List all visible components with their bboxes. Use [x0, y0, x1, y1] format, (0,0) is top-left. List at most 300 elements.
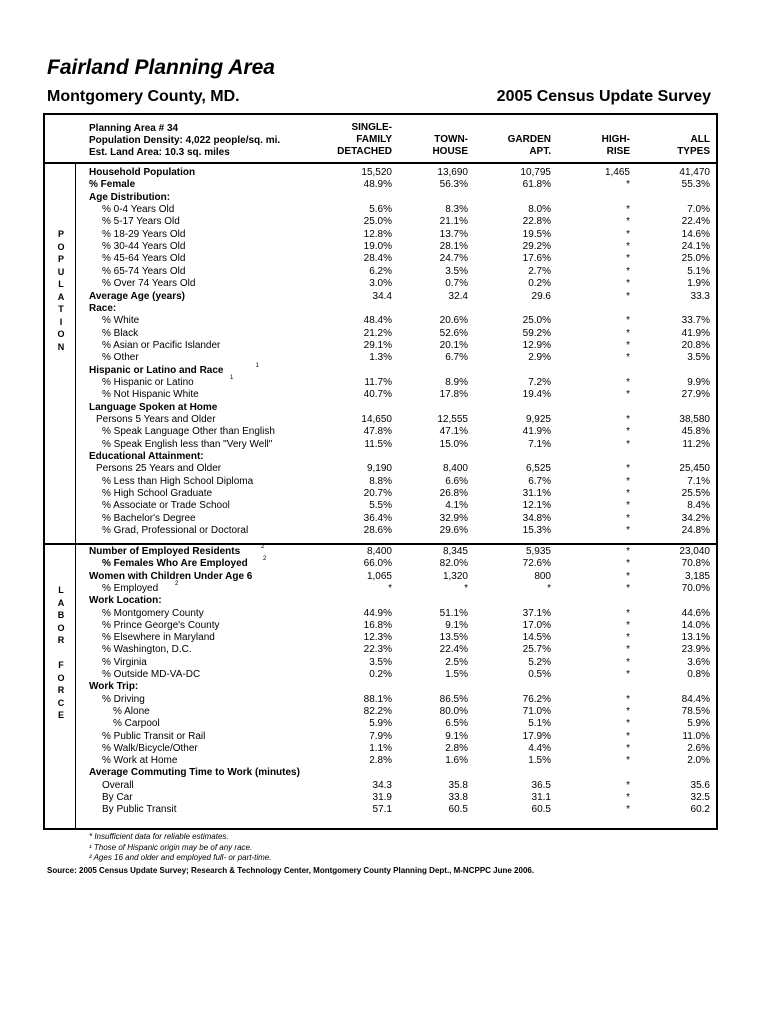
row-label: % 65-74 Years Old: [102, 265, 186, 277]
side-letter: P: [57, 229, 64, 239]
cell-value: 800: [534, 570, 551, 582]
cell-value: 47.8%: [363, 426, 392, 438]
cell-value: 70.0%: [681, 582, 710, 594]
cell-value: 14,650: [361, 414, 392, 425]
cell-value: *: [626, 228, 630, 240]
cell-value: 60.2: [690, 804, 710, 816]
cell-value: 19.0%: [363, 241, 392, 253]
table-row: [0, 327, 768, 340]
cell-value: 17.8%: [439, 389, 468, 401]
cell-value: 25.0%: [681, 253, 710, 265]
cell-value: 71.0%: [522, 705, 551, 717]
cell-value: 60.5: [531, 804, 551, 816]
table-row: [0, 619, 768, 632]
cell-value: 3,185: [684, 570, 710, 582]
cell-value: 41,470: [679, 167, 710, 178]
table-row: [0, 302, 768, 315]
row-label: % 45-64 Years Old: [102, 253, 186, 265]
cell-value: 2.8%: [445, 742, 468, 754]
cell-value: *: [626, 705, 630, 717]
table-row: [0, 524, 768, 537]
column-header-line: TOWN-: [434, 134, 468, 145]
column-header: [610, 134, 710, 158]
column-header-line: SINGLE-: [351, 122, 392, 133]
footnote-marker: 2: [261, 544, 265, 550]
cell-value: 1.9%: [687, 278, 710, 290]
table-row: [0, 643, 768, 656]
cell-value: 2.8%: [369, 755, 392, 767]
table-row: [0, 228, 768, 241]
cell-value: 12.9%: [522, 339, 551, 351]
table-row: [0, 705, 768, 718]
cell-value: *: [626, 475, 630, 487]
cell-value: 5.1%: [687, 265, 710, 277]
row-label: % White: [102, 315, 140, 327]
cell-value: *: [626, 241, 630, 253]
cell-value: 7.2%: [528, 376, 551, 388]
row-label: Average Commuting Time to Work (minutes): [89, 767, 300, 779]
cell-value: 7.0%: [687, 204, 710, 216]
cell-value: 33.8: [448, 792, 468, 803]
cell-value: 8,400: [366, 546, 392, 557]
cell-value: 12.1%: [522, 500, 551, 512]
table-row: [0, 178, 768, 191]
table-row: [0, 450, 768, 463]
cell-value: *: [626, 327, 630, 339]
cell-value: 26.8%: [439, 488, 468, 500]
cell-value: *: [626, 438, 630, 450]
table-row: [0, 512, 768, 525]
cell-value: *: [626, 755, 630, 767]
cell-value: 8.8%: [369, 475, 392, 487]
cell-value: *: [626, 730, 630, 742]
cell-value: 13.1%: [681, 632, 710, 644]
row-label: % Associate or Trade School: [102, 500, 230, 512]
cell-value: 8.9%: [445, 376, 468, 388]
cell-value: 5.5%: [369, 500, 392, 512]
cell-value: *: [547, 582, 551, 594]
table-row: [0, 557, 768, 570]
cell-value: 88.1%: [363, 693, 392, 705]
cell-value: 13,690: [437, 167, 468, 178]
cell-value: 8,345: [442, 546, 468, 557]
cell-value: 76.2%: [522, 693, 551, 705]
cell-value: 1.6%: [445, 755, 468, 767]
cell-value: 70.8%: [681, 558, 710, 570]
cell-value: 12.8%: [363, 228, 392, 240]
cell-value: 32.9%: [439, 512, 468, 524]
cell-value: 8,400: [442, 463, 468, 475]
table-row: [0, 582, 768, 595]
cell-value: *: [626, 742, 630, 754]
row-label: By Public Transit: [102, 804, 177, 816]
county-subtitle: Montgomery County, MD.: [47, 88, 240, 105]
cell-value: 32.5: [690, 792, 710, 803]
row-label: Women with Children Under Age 6: [89, 570, 253, 582]
table-row: [0, 631, 768, 644]
cell-value: 16.8%: [363, 619, 392, 631]
row-label: Educational Attainment:: [89, 451, 204, 463]
table-row: [0, 779, 768, 792]
cell-value: 5.9%: [369, 718, 392, 730]
table-row: [0, 240, 768, 253]
column-header-line: DETACHED: [337, 146, 392, 157]
footnote-marker: 1: [255, 362, 259, 369]
cell-value: 61.8%: [522, 179, 551, 191]
side-letter: O: [57, 241, 65, 252]
row-label: Persons 25 Years and Older: [96, 463, 222, 475]
cell-value: 47.1%: [439, 426, 468, 438]
row-label: % Prince George's County: [102, 619, 220, 631]
cell-value: 29.6: [531, 290, 551, 302]
cell-value: 31.1%: [522, 488, 551, 500]
cell-value: 51.1%: [439, 607, 468, 619]
side-letter: C: [57, 697, 65, 708]
cell-value: 72.6%: [522, 558, 551, 570]
cell-value: *: [626, 558, 630, 570]
side-letter: A: [57, 597, 65, 608]
cell-value: 22.4%: [681, 216, 710, 228]
cell-value: *: [626, 216, 630, 228]
side-letter: E: [57, 710, 64, 720]
table-row: [0, 570, 768, 583]
cell-value: 23,040: [679, 546, 710, 557]
cell-value: 29.1%: [363, 339, 392, 351]
cell-value: 6.6%: [445, 475, 468, 487]
table-row: [0, 680, 768, 693]
cell-value: 0.2%: [528, 278, 551, 290]
cell-value: 8.0%: [528, 204, 551, 216]
cell-value: 3.6%: [687, 656, 710, 668]
cell-value: 8.4%: [687, 500, 710, 512]
cell-value: *: [626, 546, 630, 557]
cell-value: 9.9%: [687, 376, 710, 388]
table-row: [0, 388, 768, 401]
table-row: [0, 754, 768, 767]
cell-value: 0.8%: [687, 669, 710, 680]
cell-value: 36.5: [531, 779, 551, 791]
cell-value: 28.4%: [363, 253, 392, 265]
cell-value: 22.8%: [522, 216, 551, 228]
cell-value: *: [626, 607, 630, 619]
table-row: [0, 475, 768, 488]
table-row: [0, 607, 768, 620]
row-label: % Not Hispanic White: [102, 389, 199, 401]
cell-value: 1,465: [604, 167, 630, 178]
cell-value: 35.8: [448, 779, 468, 791]
cell-value: 24.7%: [439, 253, 468, 265]
row-label: % Other: [102, 352, 139, 364]
cell-value: 2.5%: [445, 656, 468, 668]
side-letter: L: [58, 585, 64, 595]
cell-value: 44.9%: [363, 607, 392, 619]
cell-value: 1.5%: [528, 755, 551, 767]
cell-value: 17.6%: [522, 253, 551, 265]
cell-value: 25.0%: [522, 315, 551, 327]
land-area: Est. Land Area: 10.3 sq. miles: [89, 147, 230, 158]
side-letter: P: [57, 254, 64, 264]
table-row: [0, 545, 768, 558]
row-label: % Montgomery County: [102, 607, 204, 619]
cell-value: *: [626, 779, 630, 791]
side-letter: R: [57, 685, 65, 695]
cell-value: *: [626, 512, 630, 524]
side-letter: T: [58, 304, 64, 314]
cell-value: 6.7%: [445, 352, 468, 364]
cell-value: *: [626, 204, 630, 216]
table-row: [0, 656, 768, 669]
cell-value: 22.4%: [439, 644, 468, 656]
cell-value: 6.7%: [528, 475, 551, 487]
cell-value: 82.2%: [363, 705, 392, 717]
table-row: [0, 314, 768, 327]
cell-value: 36.4%: [363, 512, 392, 524]
cell-value: 34.4: [372, 290, 392, 302]
cell-value: 34.8%: [522, 512, 551, 524]
cell-value: *: [464, 582, 468, 594]
footnote-insufficient: * Insufficient data for reliable estimates.: [89, 832, 229, 841]
row-label: % Females Who Are Employed: [102, 558, 248, 570]
cell-value: *: [626, 669, 630, 680]
table-row: [0, 265, 768, 278]
row-label: Language Spoken at Home: [89, 401, 218, 413]
column-header-line: ALL: [690, 134, 710, 145]
cell-value: 41.9%: [522, 426, 551, 438]
row-label: % Driving: [102, 693, 145, 705]
table-row: [0, 462, 768, 475]
row-label: % 30-44 Years Old: [102, 241, 186, 253]
row-label: Overall: [102, 779, 134, 791]
row-label: Race:: [89, 302, 117, 314]
side-letter: O: [57, 672, 65, 683]
cell-value: *: [626, 265, 630, 277]
cell-value: *: [626, 570, 630, 582]
cell-value: *: [626, 500, 630, 512]
cell-value: 7.1%: [528, 438, 551, 450]
cell-value: 6.2%: [369, 265, 392, 277]
cell-value: 40.7%: [363, 389, 392, 401]
source-note: Source: 2005 Census Update Survey; Research & Technology Center, Montgomery County Planning Dept., M-NCPPC June 2006.: [47, 866, 535, 875]
row-label: % 5-17 Years Old: [102, 216, 180, 228]
row-label: % Public Transit or Rail: [102, 730, 206, 742]
row-label: Persons 5 Years and Older: [96, 414, 216, 425]
cell-value: 28.6%: [363, 525, 392, 537]
cell-value: 37.1%: [522, 607, 551, 619]
cell-value: *: [626, 693, 630, 705]
cell-value: *: [626, 389, 630, 401]
cell-value: 15.0%: [439, 438, 468, 450]
row-label: % Female: [89, 179, 136, 191]
cell-value: 1.1%: [369, 742, 392, 754]
table-row: [0, 499, 768, 512]
cell-value: 23.9%: [681, 644, 710, 656]
side-letter: A: [57, 291, 65, 302]
row-label: % Carpool: [113, 718, 160, 730]
cell-value: *: [626, 644, 630, 656]
cell-value: 29.6%: [439, 525, 468, 537]
cell-value: *: [626, 253, 630, 265]
cell-value: *: [626, 426, 630, 438]
table-row: [0, 376, 768, 389]
table-row: [0, 668, 768, 681]
table-row: [0, 717, 768, 730]
row-label: Household Population: [89, 167, 196, 178]
cell-value: 22.3%: [363, 644, 392, 656]
cell-value: 14.0%: [681, 619, 710, 631]
table-row: [0, 166, 768, 179]
footnote-employed: ² Ages 16 and older and employed full- or part-time.: [89, 853, 272, 862]
cell-value: 56.3%: [439, 179, 468, 191]
cell-value: 32.4: [448, 290, 468, 302]
row-label: By Car: [102, 792, 133, 803]
cell-value: 25,450: [679, 463, 710, 475]
cell-value: 44.6%: [681, 607, 710, 619]
header-divider: [43, 162, 718, 164]
cell-value: *: [626, 632, 630, 644]
cell-value: 3.0%: [369, 278, 392, 290]
cell-value: 60.5: [448, 804, 468, 816]
cell-value: 4.1%: [445, 500, 468, 512]
cell-value: 11.5%: [364, 438, 392, 450]
footnote-marker: 2: [175, 580, 179, 587]
cell-value: 3.5%: [369, 656, 392, 668]
row-label: % Less than High School Diploma: [102, 475, 254, 487]
table-row: [0, 339, 768, 352]
table-row: [0, 425, 768, 438]
column-header-line: FAMILY: [356, 134, 392, 145]
row-label: Average Age (years): [89, 290, 185, 302]
cell-value: *: [626, 179, 630, 191]
footnote-marker: 2: [263, 556, 267, 563]
cell-value: *: [626, 718, 630, 730]
cell-value: 14.6%: [681, 228, 710, 240]
table-row: [0, 487, 768, 500]
cell-value: 3.5%: [445, 265, 468, 277]
table-row: [0, 191, 768, 204]
side-letter: L: [58, 279, 64, 289]
table-row: [0, 766, 768, 779]
table-row: [0, 401, 768, 414]
table-row: [0, 791, 768, 804]
table-row: [0, 730, 768, 743]
cell-value: *: [626, 619, 630, 631]
side-letter: U: [57, 266, 65, 277]
cell-value: *: [626, 339, 630, 351]
cell-value: *: [626, 414, 630, 425]
cell-value: 66.0%: [363, 558, 392, 570]
cell-value: *: [626, 463, 630, 475]
cell-value: 5.9%: [687, 718, 710, 730]
table-row: [0, 203, 768, 216]
table-row: [0, 742, 768, 755]
cell-value: 38,580: [679, 414, 710, 425]
table-row: [0, 693, 768, 706]
cell-value: 17.0%: [522, 619, 551, 631]
cell-value: 25.7%: [522, 644, 551, 656]
cell-value: 1.3%: [369, 352, 392, 364]
cell-value: 59.2%: [522, 327, 551, 339]
column-header-line: HIGH-: [601, 134, 630, 145]
cell-value: 31.9: [372, 792, 392, 803]
table-row: [0, 803, 768, 816]
cell-value: *: [388, 582, 392, 594]
row-label: % Asian or Pacific Islander: [102, 339, 221, 351]
row-label: % Employed: [102, 582, 159, 594]
cell-value: 2.0%: [687, 755, 710, 767]
cell-value: 78.5%: [681, 705, 710, 717]
column-header-line: TYPES: [677, 146, 710, 157]
cell-value: 19.5%: [522, 228, 551, 240]
cell-value: 5.2%: [528, 656, 551, 668]
cell-value: 20.8%: [681, 339, 710, 351]
cell-value: *: [626, 582, 630, 594]
table-row: [0, 215, 768, 228]
cell-value: 1.5%: [445, 669, 468, 680]
cell-value: 20.6%: [439, 315, 468, 327]
cell-value: 82.0%: [439, 558, 468, 570]
cell-value: 11.7%: [364, 376, 392, 388]
cell-value: 10,795: [520, 167, 551, 178]
cell-value: 28.1%: [439, 241, 468, 253]
row-label: Number of Employed Residents: [89, 546, 241, 557]
side-letter: N: [57, 341, 65, 352]
side-letter: B: [57, 610, 65, 620]
row-label: % Alone: [113, 705, 150, 717]
row-label: % Speak English less than "Very Well": [102, 438, 273, 450]
row-label: Work Location:: [89, 595, 162, 607]
side-letter: R: [57, 635, 65, 645]
side-letter: I: [59, 316, 63, 327]
row-label: % Washington, D.C.: [102, 644, 192, 656]
side-letter: O: [57, 622, 65, 633]
footnote-marker: 1: [230, 374, 234, 381]
cell-value: 52.6%: [439, 327, 468, 339]
row-label: % 18-29 Years Old: [102, 228, 186, 240]
cell-value: 9.1%: [445, 730, 468, 742]
population-density: Population Density: 4,022 people/sq. mi.: [89, 135, 281, 146]
table-row: [0, 290, 768, 303]
cell-value: 15.3%: [522, 525, 551, 537]
cell-value: 20.1%: [439, 339, 468, 351]
cell-value: 3.5%: [687, 352, 710, 364]
cell-value: 48.4%: [363, 315, 392, 327]
row-label: Work Trip:: [89, 681, 139, 693]
cell-value: 13.7%: [439, 228, 468, 240]
row-label: % Virginia: [102, 656, 147, 668]
column-header-line: HOUSE: [432, 146, 468, 157]
row-label: % Elsewhere in Maryland: [102, 632, 215, 644]
cell-value: 19.4%: [522, 389, 551, 401]
cell-value: 5.1%: [528, 718, 551, 730]
cell-value: *: [626, 352, 630, 364]
cell-value: 5,935: [525, 546, 551, 557]
cell-value: 6,525: [525, 463, 551, 475]
footnote-hispanic: ¹ Those of Hispanic origin may be of any race.: [89, 843, 253, 852]
cell-value: 7.1%: [687, 475, 710, 487]
cell-value: 4.4%: [528, 742, 551, 754]
cell-value: *: [626, 315, 630, 327]
cell-value: 33.3: [690, 290, 710, 302]
cell-value: 48.9%: [363, 179, 392, 191]
cell-value: *: [626, 792, 630, 803]
cell-value: 2.7%: [528, 265, 551, 277]
row-label: % Speak Language Other than English: [102, 426, 275, 438]
cell-value: 2.9%: [528, 352, 551, 364]
cell-value: *: [626, 278, 630, 290]
cell-value: *: [626, 376, 630, 388]
row-label: Hispanic or Latino and Race: [89, 364, 224, 376]
row-label: % Outside MD-VA-DC: [102, 669, 201, 680]
